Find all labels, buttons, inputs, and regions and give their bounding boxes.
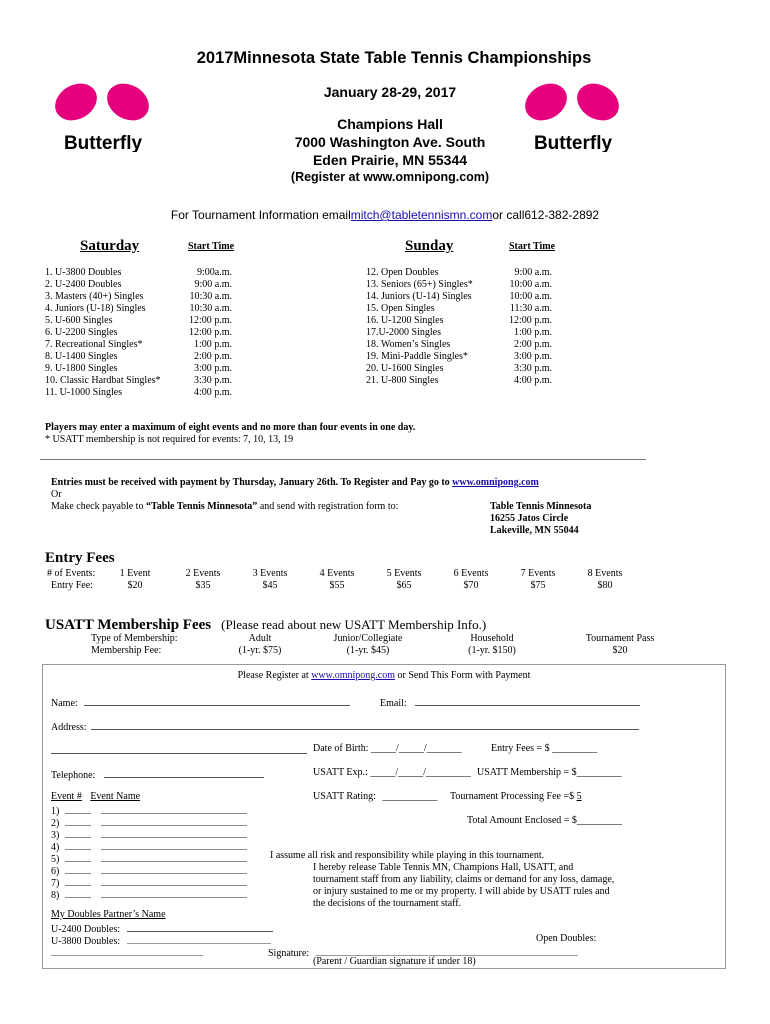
event-number-field[interactable] bbox=[65, 863, 91, 874]
membership-type-value: Adult bbox=[248, 633, 272, 644]
u3800-partner-row bbox=[51, 933, 271, 947]
events-count-value: 3 Events bbox=[252, 568, 288, 579]
membership-heading-row bbox=[45, 616, 486, 634]
email-field[interactable] bbox=[415, 695, 640, 706]
info-prefix: For Tournament Information email bbox=[170, 208, 351, 222]
event-name-field[interactable] bbox=[101, 839, 247, 850]
event-name-field[interactable] bbox=[101, 815, 247, 826]
saturday-event-name: 9. U-1800 Singles bbox=[45, 363, 118, 374]
butterfly-logo-left bbox=[48, 80, 158, 152]
address-street: 16255 Jatos Circle bbox=[490, 513, 569, 524]
entry-fee-column bbox=[436, 568, 506, 592]
info-email-link[interactable]: mitch@tabletennismn.com bbox=[350, 208, 493, 222]
usatt-rating-field[interactable]: ___________ bbox=[382, 791, 438, 802]
address-label: Address: bbox=[51, 722, 87, 733]
sunday-event-time: 1:00 p.m. bbox=[513, 327, 552, 338]
saturday-event-name: 5. U-600 Singles bbox=[45, 315, 113, 326]
entry-fee-value: $70 bbox=[463, 580, 479, 591]
saturday-event-time: 1:00 p.m. bbox=[193, 339, 232, 350]
saturday-event-name: 6. U-2200 Singles bbox=[45, 327, 118, 338]
entry-fee-value: $45 bbox=[262, 580, 278, 591]
check-instructions bbox=[51, 501, 398, 512]
event-entry-row bbox=[51, 803, 247, 815]
open-doubles-partner-field[interactable] bbox=[51, 955, 203, 956]
entry-fee-column bbox=[503, 568, 573, 592]
sunday-event-time: 10:00 a.m. bbox=[509, 291, 552, 302]
events-count-label: # of Events: bbox=[47, 568, 96, 579]
saturday-event-name: 7. Recreational Singles* bbox=[45, 339, 143, 350]
membership-fee-value: $20 bbox=[612, 645, 628, 656]
saturday-event-list bbox=[45, 267, 170, 399]
entry-fee-column bbox=[235, 568, 305, 592]
form-intro bbox=[42, 670, 726, 681]
event-row-number: 4) bbox=[51, 842, 60, 853]
membership-type-label: Type of Membership: bbox=[91, 633, 178, 644]
saturday-heading: Saturday bbox=[80, 238, 140, 254]
doubles-partner-heading: My Doubles Partner’s Name bbox=[51, 909, 166, 920]
venue-city: Eden Prairie, MN 55344 bbox=[312, 152, 468, 168]
logo-text: Butterfly bbox=[533, 133, 613, 152]
form-intro-post: or Send This Form with Payment bbox=[395, 670, 531, 681]
event-row-number: 8) bbox=[51, 890, 60, 901]
venue-name: Champions Hall bbox=[337, 116, 443, 132]
event-name-field[interactable] bbox=[101, 863, 247, 874]
event-number-field[interactable] bbox=[65, 815, 91, 826]
total-enclosed-row bbox=[467, 815, 622, 826]
mailing-address bbox=[490, 501, 591, 537]
waiver-line-1: I assume all risk and responsibility while playing in this tournament. bbox=[270, 850, 545, 861]
total-enclosed-field[interactable]: _________ bbox=[576, 815, 622, 826]
email-label: Email: bbox=[380, 698, 407, 709]
omnipong-link[interactable]: www.omnipong.com bbox=[452, 477, 539, 488]
guardian-note: (Parent / Guardian signature if under 18) bbox=[313, 956, 476, 967]
event-entry-rows bbox=[51, 803, 247, 899]
telephone-field[interactable] bbox=[104, 767, 264, 778]
saturday-event-time: 4:00 p.m. bbox=[193, 387, 232, 398]
entry-fee-column bbox=[168, 568, 238, 592]
membership-type-value: Junior/Collegiate bbox=[333, 633, 403, 644]
event-number-field[interactable] bbox=[65, 827, 91, 838]
event-entry-row bbox=[51, 887, 247, 899]
open-doubles-row bbox=[536, 933, 596, 944]
event-number-field[interactable] bbox=[65, 851, 91, 862]
entry-fees-total-label: Entry Fees = $ bbox=[491, 743, 550, 754]
signature-field[interactable] bbox=[316, 945, 578, 956]
membership-column bbox=[452, 633, 532, 657]
events-count-value: 2 Events bbox=[185, 568, 221, 579]
saturday-event-time: 2:00 p.m. bbox=[193, 351, 232, 362]
address-city: Lakeville, MN 55044 bbox=[490, 525, 579, 536]
entry-fees-heading: Entry Fees bbox=[45, 550, 115, 566]
membership-column bbox=[328, 633, 408, 657]
saturday-event-name: 11. U-1000 Singles bbox=[45, 387, 123, 398]
sunday-event-time: 2:00 p.m. bbox=[513, 339, 552, 350]
address-name: Table Tennis Minnesota bbox=[490, 501, 592, 512]
check-text-post: and send with registration form to: bbox=[257, 501, 399, 512]
usatt-exp-field[interactable]: _____/_____/_________ bbox=[370, 767, 471, 778]
title-text: 2017Minnesota State Table Tennis Championships bbox=[196, 49, 592, 67]
check-text-pre: Make check payable to bbox=[51, 501, 146, 512]
membership-fee-value: (1-yr. $75) bbox=[238, 645, 282, 656]
open-doubles-label: Open Doubles: bbox=[536, 933, 597, 944]
dob-label: Date of Birth: bbox=[313, 743, 369, 754]
saturday-event-time: 9:00 a.m. bbox=[194, 279, 232, 290]
events-count-value: 1 Event bbox=[119, 568, 151, 579]
register-note: (Register at www.omnipong.com) bbox=[290, 170, 490, 184]
dob-row bbox=[313, 743, 462, 754]
event-entry-row bbox=[51, 815, 247, 827]
event-entry-row bbox=[51, 851, 247, 863]
usatt-membership-total-label: USATT Membership = $ bbox=[477, 767, 577, 778]
events-count-value: 4 Events bbox=[319, 568, 355, 579]
info-suffix: or call612-382-2892 bbox=[492, 208, 600, 222]
entry-fee-column bbox=[100, 568, 170, 592]
event-name-field[interactable] bbox=[101, 875, 247, 886]
signature-label: Signature: bbox=[268, 948, 310, 959]
events-count-value: 6 Events bbox=[453, 568, 489, 579]
butterfly-wings-icon bbox=[48, 80, 158, 152]
usatt-exp-row bbox=[313, 767, 471, 778]
sunday-event-name: 12. Open Doubles bbox=[366, 267, 439, 278]
sunday-event-name: 17.U-2000 Singles bbox=[366, 327, 441, 338]
entry-fee-column bbox=[369, 568, 439, 592]
event-row-number: 3) bbox=[51, 830, 60, 841]
sunday-event-time: 12:00 p.m. bbox=[508, 315, 552, 326]
form-omnipong-link[interactable]: www.omnipong.com bbox=[311, 670, 395, 681]
u3800-partner-label: U-3800 Doubles: bbox=[51, 936, 121, 947]
saturday-event-name: 2. U-2400 Doubles bbox=[45, 279, 122, 290]
entry-fee-column bbox=[570, 568, 640, 592]
event-number-field[interactable] bbox=[65, 803, 91, 814]
section-divider bbox=[40, 459, 646, 460]
saturday-event-time: 10:30 a.m. bbox=[189, 291, 232, 302]
event-row-number: 5) bbox=[51, 854, 60, 865]
sunday-heading: Sunday bbox=[405, 238, 454, 254]
saturday-event-time: 3:30 p.m. bbox=[193, 375, 232, 386]
address-field[interactable] bbox=[91, 719, 639, 730]
events-count-value: 5 Events bbox=[386, 568, 422, 579]
deadline-text: Entries must be received with payment by Thursday, January 26th. To Register and Pay go to bbox=[51, 477, 453, 488]
dob-field[interactable]: _____/_____/_______ bbox=[371, 743, 462, 754]
entry-fees-total-row bbox=[491, 743, 597, 754]
name-field[interactable] bbox=[84, 695, 350, 706]
event-number-label: Event # bbox=[51, 791, 82, 802]
saturday-event-name: 1. U-3800 Doubles bbox=[45, 267, 122, 278]
telephone-row bbox=[51, 767, 264, 781]
u2400-partner-field[interactable] bbox=[127, 921, 273, 932]
waiver-line-5: the decisions of the tournament staff. bbox=[313, 898, 462, 909]
sunday-start-time-heading: Start Time bbox=[509, 241, 556, 252]
entry-fee-value: $35 bbox=[195, 580, 211, 591]
sunday-event-time: 4:00 p.m. bbox=[513, 375, 552, 386]
event-name-field[interactable] bbox=[101, 851, 247, 862]
sunday-event-list bbox=[366, 267, 496, 387]
usatt-exempt-note: * USATT membership is not required for events: 7, 10, 13, 19 bbox=[45, 434, 294, 445]
city-state-field[interactable] bbox=[51, 743, 307, 754]
event-entry-row bbox=[51, 839, 247, 851]
membership-type-value: Tournament Pass bbox=[585, 633, 655, 644]
event-name-field[interactable] bbox=[101, 803, 247, 814]
saturday-event-time: 12:00 p.m. bbox=[188, 315, 232, 326]
processing-fee-value: 5 bbox=[576, 791, 582, 802]
sunday-event-name: 18. Women’s Singles bbox=[366, 339, 451, 350]
u3800-partner-field[interactable] bbox=[127, 933, 271, 944]
membership-fee-value: (1-yr. $150) bbox=[468, 645, 516, 656]
usatt-exp-label: USATT Exp.: bbox=[313, 767, 368, 778]
entry-fee-value: $65 bbox=[396, 580, 412, 591]
address-row bbox=[51, 719, 639, 733]
saturday-event-name: 4. Juniors (U-18) Singles bbox=[45, 303, 146, 314]
sunday-event-time: 3:00 p.m. bbox=[513, 351, 552, 362]
membership-labels bbox=[91, 633, 178, 657]
usatt-rating-row bbox=[313, 791, 437, 802]
sunday-event-name: 21. U-800 Singles bbox=[366, 375, 439, 386]
saturday-time-list bbox=[170, 267, 232, 399]
sunday-event-name: 19. Mini-Paddle Singles* bbox=[366, 351, 468, 362]
events-count-value: 8 Events bbox=[587, 568, 623, 579]
membership-column bbox=[220, 633, 300, 657]
tournament-info bbox=[100, 208, 670, 222]
event-entry-row bbox=[51, 863, 247, 875]
waiver-text bbox=[313, 862, 614, 910]
saturday-start-time-heading: Start Time bbox=[188, 241, 235, 252]
event-number-field[interactable] bbox=[65, 887, 91, 898]
event-row-number: 1) bbox=[51, 806, 60, 817]
sunday-event-time: 9:00 a.m. bbox=[514, 267, 552, 278]
saturday-event-time: 10:30 a.m. bbox=[189, 303, 232, 314]
sunday-event-name: 13. Seniors (65+) Singles* bbox=[366, 279, 473, 290]
event-columns-header bbox=[51, 791, 140, 802]
usatt-membership-total-field[interactable]: _________ bbox=[576, 767, 622, 778]
logo-text: Butterfly bbox=[63, 133, 143, 152]
sunday-event-name: 14. Juniors (U-14) Singles bbox=[366, 291, 472, 302]
event-entry-row bbox=[51, 875, 247, 887]
email-row bbox=[380, 695, 640, 709]
page-title bbox=[170, 49, 610, 68]
max-events-note: Players may enter a maximum of eight events and no more than four events in one day. bbox=[45, 422, 416, 433]
waiver-line-2: I hereby release Table Tennis MN, Champions Hall, USATT, and bbox=[313, 862, 574, 873]
membership-fee-label: Membership Fee: bbox=[91, 645, 162, 656]
membership-type-value: Household bbox=[470, 633, 514, 644]
event-name-field[interactable] bbox=[101, 887, 247, 898]
entry-fee-value: $20 bbox=[127, 580, 143, 591]
total-enclosed-label: Total Amount Enclosed = $ bbox=[467, 815, 577, 826]
waiver-line-4: or injury sustained to me or my property. I will abide by USATT rules and bbox=[313, 886, 610, 897]
usatt-membership-total-row bbox=[477, 767, 622, 778]
processing-fee-label: Tournament Processing Fee =$ bbox=[450, 791, 575, 802]
event-entry-row bbox=[51, 827, 247, 839]
event-row-number: 2) bbox=[51, 818, 60, 829]
form-intro-pre: Please Register at bbox=[237, 670, 312, 681]
processing-fee-row bbox=[450, 791, 582, 802]
event-number-field[interactable] bbox=[65, 875, 91, 886]
event-name-field[interactable] bbox=[101, 827, 247, 838]
entry-fee-value: $75 bbox=[530, 580, 546, 591]
entries-deadline bbox=[51, 477, 539, 488]
membership-subheading: (Please read about new USATT Membership Info.) bbox=[221, 617, 487, 632]
saturday-event-name: 3. Masters (40+) Singles bbox=[45, 291, 144, 302]
city-state-row bbox=[51, 743, 307, 757]
or-text: Or bbox=[51, 489, 62, 500]
saturday-event-name: 8. U-1400 Singles bbox=[45, 351, 118, 362]
sunday-event-name: 16. U-1200 Singles bbox=[366, 315, 444, 326]
check-payee: “Table Tennis Minnesota” bbox=[145, 501, 258, 512]
events-count-value: 7 Events bbox=[520, 568, 556, 579]
sunday-event-time: 10:00 a.m. bbox=[509, 279, 552, 290]
sunday-event-time: 3:30 p.m. bbox=[513, 363, 552, 374]
entry-fees-labels bbox=[47, 568, 95, 592]
saturday-event-name: 10. Classic Hardbat Singles* bbox=[45, 375, 161, 386]
sunday-time-list bbox=[496, 267, 552, 387]
event-number-field[interactable] bbox=[65, 839, 91, 850]
membership-column bbox=[580, 633, 660, 657]
name-label: Name: bbox=[51, 698, 78, 709]
event-dates: January 28-29, 2017 bbox=[323, 84, 457, 100]
membership-fee-value: (1-yr. $45) bbox=[346, 645, 390, 656]
saturday-event-time: 3:00 p.m. bbox=[193, 363, 232, 374]
venue-street: 7000 Washington Ave. South bbox=[294, 134, 486, 150]
entry-fee-label: Entry Fee: bbox=[51, 580, 93, 591]
name-row bbox=[51, 695, 350, 709]
sunday-event-name: 15. Open Singles bbox=[366, 303, 435, 314]
usatt-rating-label: USATT Rating: bbox=[313, 791, 376, 802]
waiver-line-3: tournament staff from any liability, claims or demand for any loss, damage, bbox=[313, 874, 615, 885]
membership-heading: USATT Membership Fees bbox=[45, 617, 212, 633]
u2400-partner-label: U-2400 Doubles: bbox=[51, 924, 121, 935]
telephone-label: Telephone: bbox=[51, 770, 96, 781]
entry-fees-total-field[interactable]: _________ bbox=[552, 743, 598, 754]
event-row-number: 6) bbox=[51, 866, 60, 877]
sunday-event-name: 20. U-1600 Singles bbox=[366, 363, 444, 374]
saturday-event-time: 9:00a.m. bbox=[197, 267, 232, 278]
event-name-label: Event Name bbox=[90, 791, 141, 802]
entry-fee-column bbox=[302, 568, 372, 592]
entry-fee-value: $80 bbox=[597, 580, 613, 591]
sunday-event-time: 11:30 a.m. bbox=[509, 303, 552, 314]
event-row-number: 7) bbox=[51, 878, 60, 889]
entry-fee-value: $55 bbox=[329, 580, 345, 591]
saturday-event-time: 12:00 p.m. bbox=[188, 327, 232, 338]
